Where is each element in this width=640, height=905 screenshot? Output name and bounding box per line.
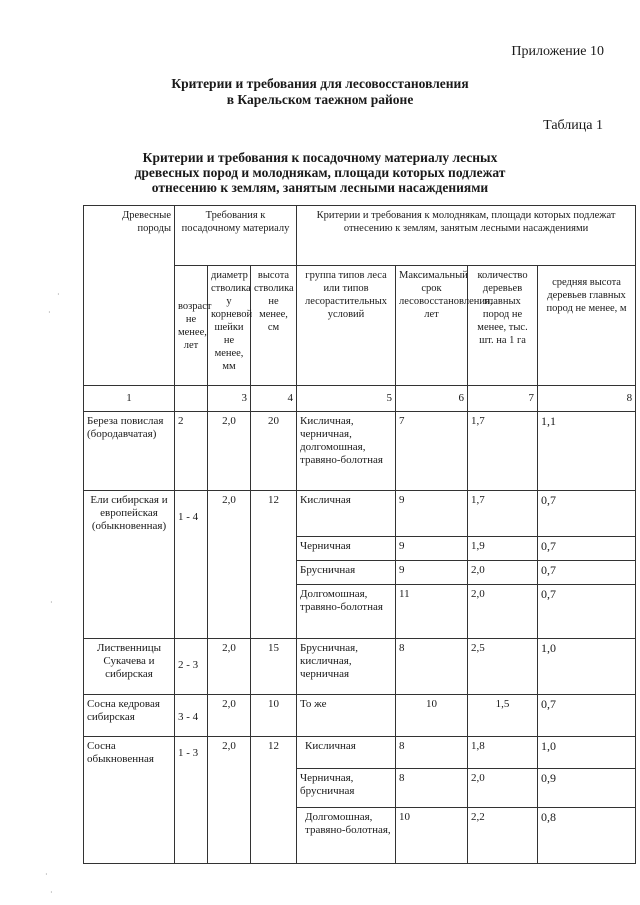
age-cell — [175, 584, 208, 638]
table-row — [84, 736, 636, 769]
forest-type-cell: Долгомошная, травяно-болотная — [297, 584, 396, 638]
age-cell: 1 - 3 — [175, 736, 208, 769]
max-term-cell: 7 — [396, 412, 468, 491]
table-row — [84, 638, 636, 694]
table-number: Таблица 1 — [543, 118, 603, 133]
max-term-cell: 10 — [396, 694, 468, 736]
table-title-line: древесных пород и молоднякам, площади которых подлежат — [134, 165, 506, 180]
tree-count-cell: 1,5 — [468, 694, 538, 736]
height-cell: 12 — [251, 736, 297, 769]
height-cell: 15 — [251, 638, 297, 694]
col-number: 6 — [396, 386, 468, 412]
height-cell: 20 — [251, 412, 297, 491]
table-row — [84, 412, 636, 491]
tree-count-cell: 2,0 — [468, 584, 538, 638]
diameter-cell — [208, 808, 251, 864]
header-height: высота стволика не менее, см — [251, 266, 297, 386]
header-age: возраст не менее, лет — [175, 266, 208, 386]
col-number: 1 — [84, 386, 175, 412]
species-cell: Сосна обыкновенная — [84, 736, 175, 769]
max-term-cell: 8 — [396, 736, 468, 769]
height-cell — [251, 808, 297, 864]
avg-height-cell: 1,0 — [538, 638, 636, 694]
table-row — [84, 560, 636, 584]
max-term-cell: 8 — [396, 769, 468, 808]
diameter-cell: 2,0 — [208, 412, 251, 491]
tree-count-cell: 1,7 — [468, 412, 538, 491]
age-cell — [175, 808, 208, 864]
col-number: 4 — [251, 386, 297, 412]
height-cell — [251, 560, 297, 584]
document-title-line: Критерии и требования для лесовосстановления — [171, 76, 469, 91]
col-number: 3 — [208, 386, 251, 412]
tree-count-cell: 2,0 — [468, 769, 538, 808]
height-cell: 10 — [251, 694, 297, 736]
document-title — [0, 76, 640, 108]
age-cell: 3 - 4 — [175, 694, 208, 736]
scan-speck: · — [45, 870, 48, 879]
height-cell: 12 — [251, 491, 297, 537]
forest-type-cell: Черничная — [297, 536, 396, 560]
col-number: 5 — [297, 386, 396, 412]
age-cell — [175, 536, 208, 560]
header-tree-count: количество деревьев главных пород не менее, тыс. шт. на 1 га — [468, 266, 538, 386]
col-number — [175, 386, 208, 412]
forest-type-cell: Долгомошная, травяно-болотная, — [297, 808, 396, 864]
avg-height-cell: 0,7 — [538, 584, 636, 638]
criteria-table — [83, 205, 636, 864]
forest-type-cell: То же — [297, 694, 396, 736]
species-cell: Береза повислая (бородавчатая) — [84, 412, 175, 491]
header-young-requirements: Критерии и требования к молоднякам, площади которых подлежат отнесению к землям, занятым лесными насаждениями — [297, 206, 636, 266]
col-number: 8 — [538, 386, 636, 412]
max-term-cell: 10 — [396, 808, 468, 864]
max-term-cell: 11 — [396, 584, 468, 638]
forest-type-cell: Кисличная — [297, 736, 396, 769]
col-number: 7 — [468, 386, 538, 412]
species-cell — [84, 808, 175, 864]
table-row — [84, 491, 636, 537]
tree-count-cell: 1,9 — [468, 536, 538, 560]
appendix-label: Приложение 10 — [511, 44, 604, 59]
scan-speck: · — [50, 888, 53, 897]
scan-speck: · — [48, 308, 51, 317]
header-avg-height: средняя высота деревьев главных пород не менее, м — [538, 266, 636, 386]
diameter-cell: 2,0 — [208, 638, 251, 694]
table-title-line: отнесению к землям, занятым лесными насаждениями — [151, 180, 489, 195]
scan-speck: · — [50, 598, 53, 607]
species-cell: Лиственницы Сукачева и сибирская — [84, 638, 175, 694]
species-cell: Ели сибирская и европейская (обыкновенная) — [84, 491, 175, 537]
diameter-cell: 2,0 — [208, 736, 251, 769]
diameter-cell: 2,0 — [208, 491, 251, 537]
avg-height-cell: 1,0 — [538, 736, 636, 769]
species-cell — [84, 560, 175, 584]
species-cell — [84, 769, 175, 808]
diameter-cell — [208, 560, 251, 584]
forest-type-cell: Брусничная, кисличная, черничная — [297, 638, 396, 694]
table-row — [84, 769, 636, 808]
avg-height-cell: 0,7 — [538, 536, 636, 560]
max-term-cell: 9 — [396, 491, 468, 537]
diameter-cell: 2,0 — [208, 694, 251, 736]
header-max-term: Максимальный срок лесовосстановления, лет — [396, 266, 468, 386]
forest-type-cell: Кисличная — [297, 491, 396, 537]
header-species: Древесные породы — [84, 206, 175, 386]
header-planting-requirements: Требования к посадочному материалу — [175, 206, 297, 266]
avg-height-cell: 1,1 — [538, 412, 636, 491]
age-cell: 1 - 4 — [175, 491, 208, 537]
avg-height-cell: 0,7 — [538, 560, 636, 584]
column-number-row — [84, 386, 636, 412]
max-term-cell: 8 — [396, 638, 468, 694]
height-cell — [251, 769, 297, 808]
table-title-line: Критерии и требования к посадочному материалу лесных — [142, 150, 498, 165]
scan-speck: · — [57, 290, 60, 299]
header-forest-type: группа типов леса или типов лесорастительных условий — [297, 266, 396, 386]
age-cell — [175, 560, 208, 584]
tree-count-cell: 2,2 — [468, 808, 538, 864]
tree-count-cell: 1,7 — [468, 491, 538, 537]
tree-count-cell: 1,8 — [468, 736, 538, 769]
document-title-line: в Карельском таежном районе — [226, 92, 414, 107]
diameter-cell — [208, 536, 251, 560]
diameter-cell — [208, 769, 251, 808]
header-row-1 — [84, 206, 636, 266]
table-row — [84, 536, 636, 560]
height-cell — [251, 584, 297, 638]
table-title — [0, 150, 640, 195]
species-cell — [84, 584, 175, 638]
table-row — [84, 694, 636, 736]
header-diameter: диаметр стволика у корневой шейки не менее, мм — [208, 266, 251, 386]
forest-type-cell: Черничная, брусничная — [297, 769, 396, 808]
table-row — [84, 584, 636, 638]
avg-height-cell: 0,7 — [538, 491, 636, 537]
table-row — [84, 808, 636, 864]
forest-type-cell: Брусничная — [297, 560, 396, 584]
species-cell: Сосна кедровая сибирская — [84, 694, 175, 736]
avg-height-cell: 0,7 — [538, 694, 636, 736]
age-cell — [175, 769, 208, 808]
age-cell: 2 — [175, 412, 208, 491]
height-cell — [251, 536, 297, 560]
max-term-cell: 9 — [396, 560, 468, 584]
diameter-cell — [208, 584, 251, 638]
age-cell: 2 - 3 — [175, 638, 208, 694]
max-term-cell: 9 — [396, 536, 468, 560]
forest-type-cell: Кисличная, черничная, долгомошная, травяно-болотная — [297, 412, 396, 491]
tree-count-cell: 2,0 — [468, 560, 538, 584]
tree-count-cell: 2,5 — [468, 638, 538, 694]
species-cell — [84, 536, 175, 560]
avg-height-cell: 0,9 — [538, 769, 636, 808]
avg-height-cell: 0,8 — [538, 808, 636, 864]
